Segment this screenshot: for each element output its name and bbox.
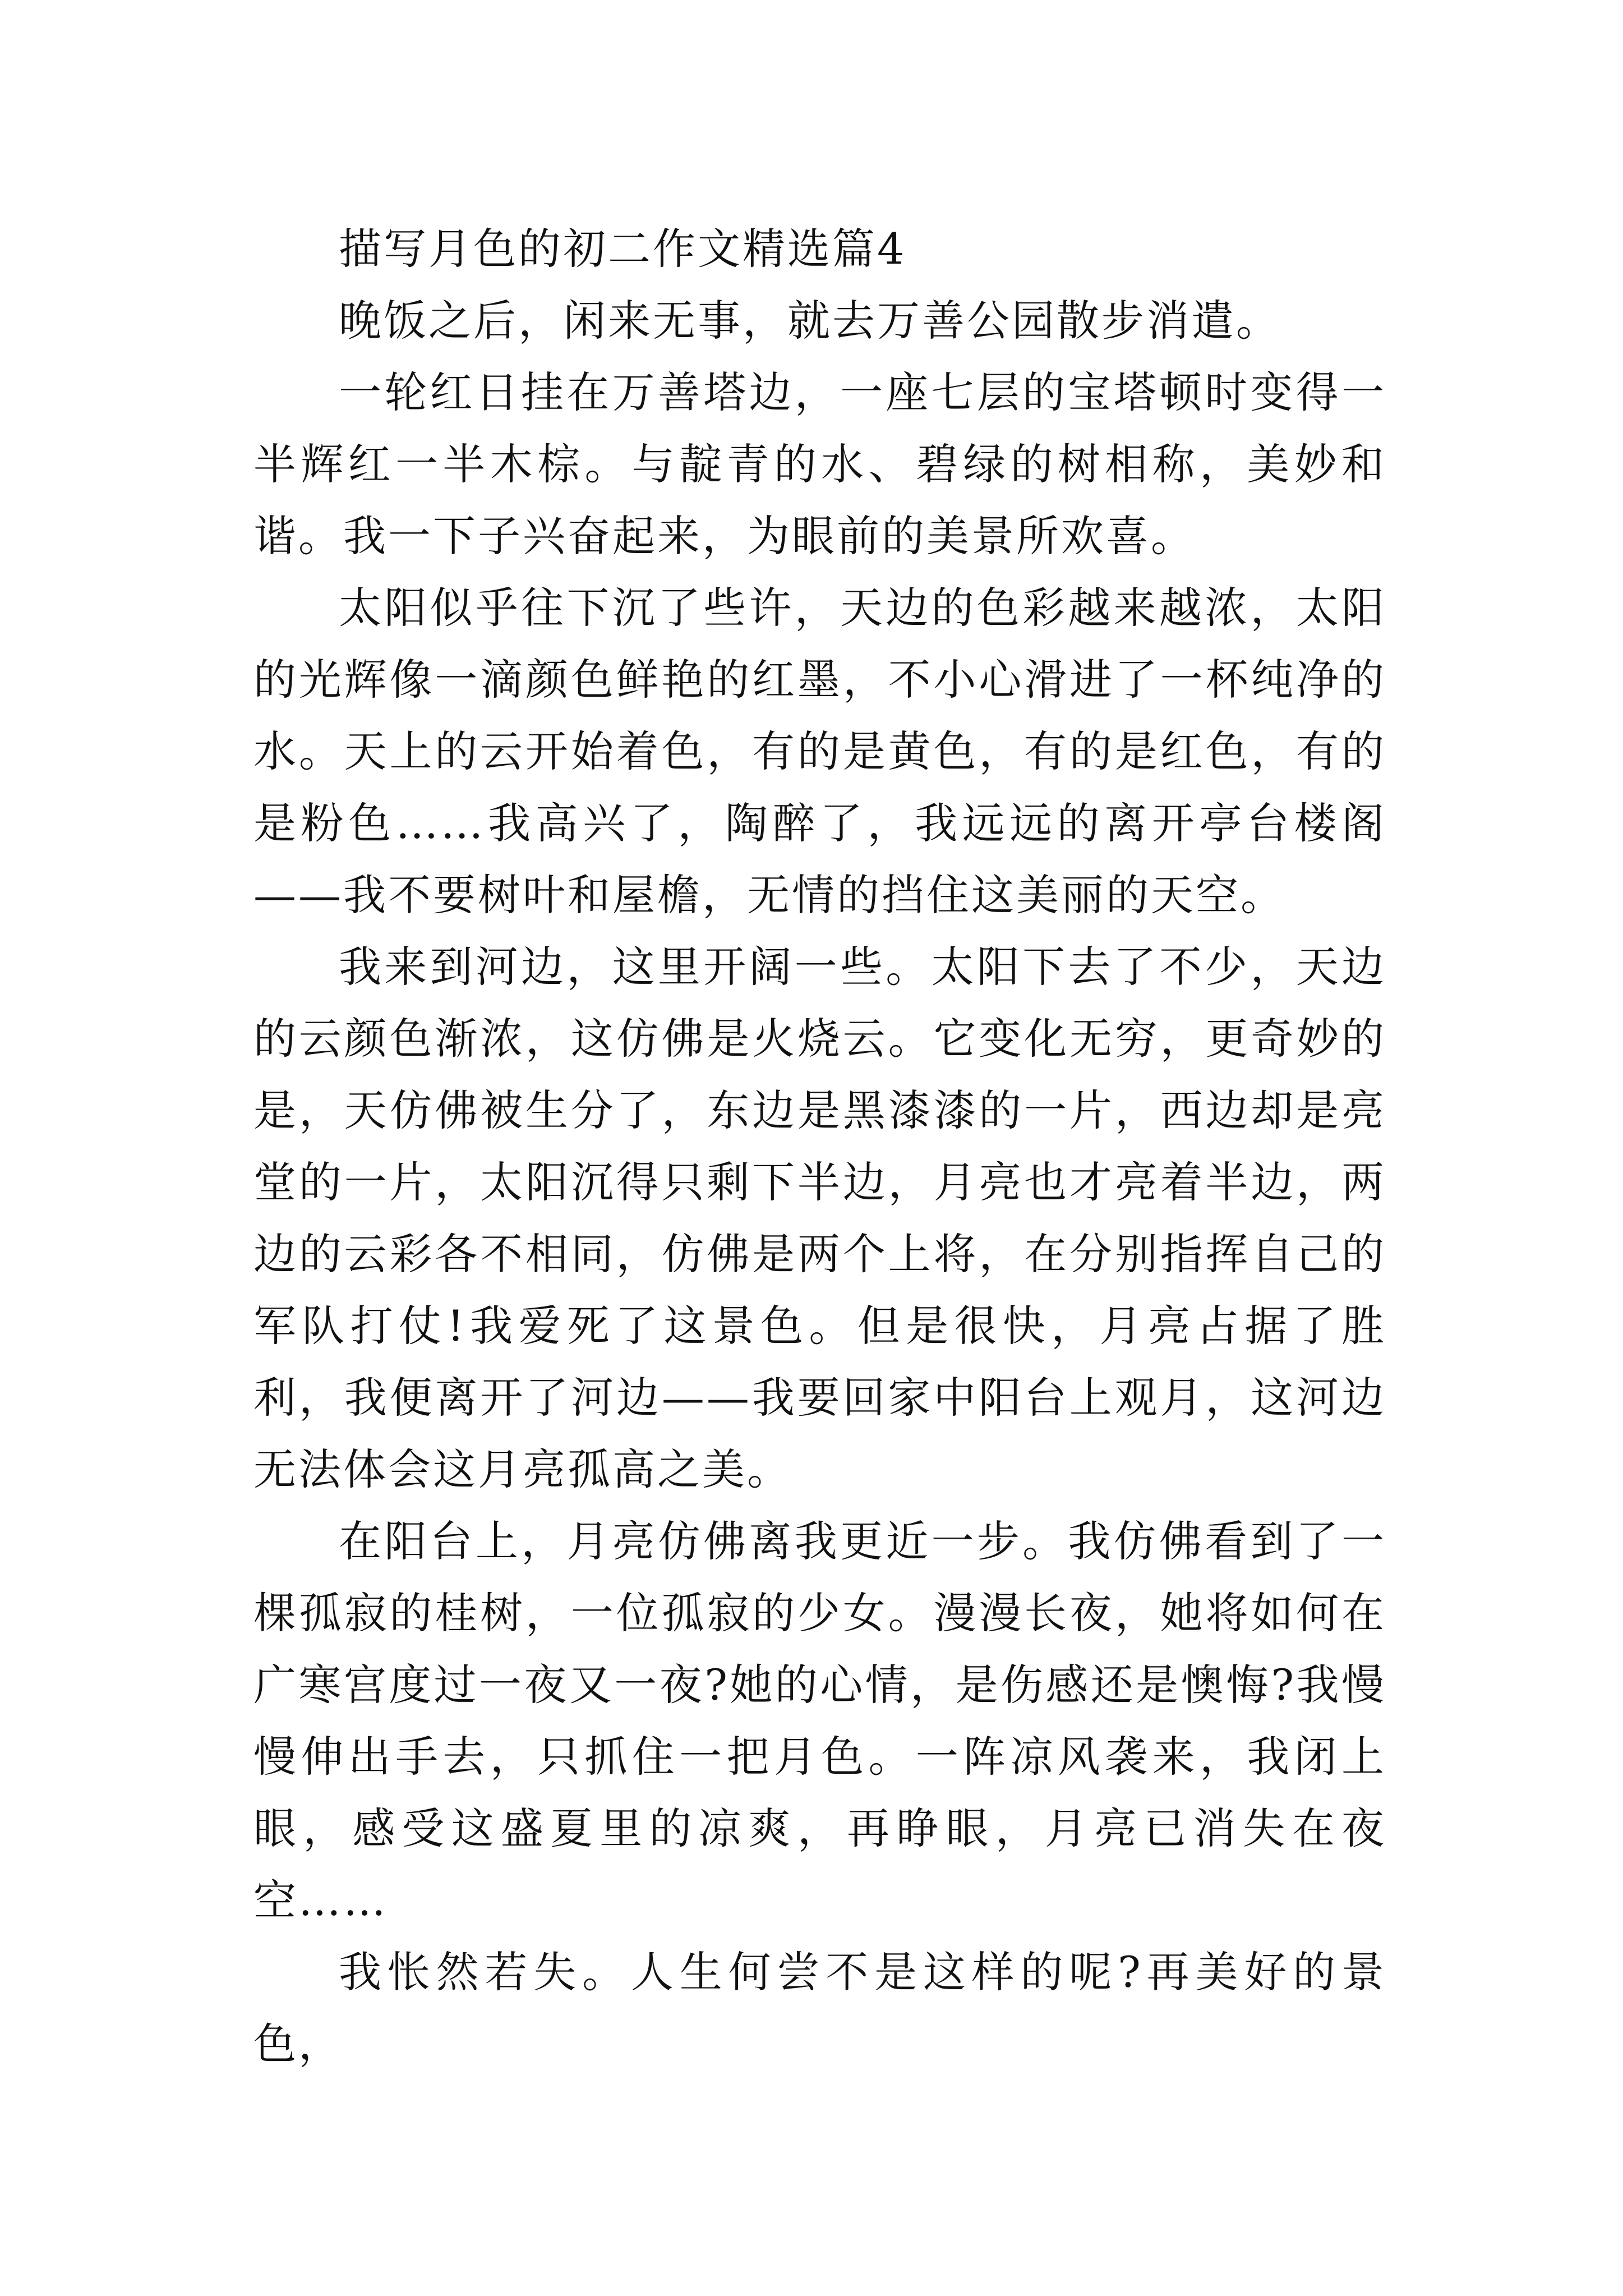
paragraph-1: 晚饭之后，闲来无事，就去万善公园散步消遣。	[339, 296, 1281, 346]
paragraph-5: 在阳台上，月亮仿佛离我更近一步。我仿佛看到了一棵孤寂的桂树，一位孤寂的少女。漫漫长夜，她将如何在广寒宫度过一夜又一夜?她的心情，是伤感还是懊悔?我慢慢伸出手去，只抓住一把月色。一阵凉风袭来，我闭上眼，感受这盛夏里的凉爽，再睁眼，月亮已消失在夜空……	[253, 1516, 1386, 1925]
article-body	[253, 213, 1386, 2080]
article-title: 描写月色的初二作文精选篇4	[339, 224, 907, 274]
paragraph-4: 我来到河边，这里开阔一些。太阳下去了不少，天边的云颜色渐浓，这仿佛是火烧云。它变化无穷，更奇妙的是，天仿佛被生分了，东边是黑漆漆的一片，西边却是亮堂的一片，太阳沉得只剩下半边，月亮也才亮着半边，两边的云彩各不相同，仿佛是两个上将，在分别指挥自己的军队打仗!我爱死了这景色。但是很快，月亮占据了胜利，我便离开了河边——我要回家中阳台上观月，这河边无法体会这月亮孤高之美。	[253, 942, 1386, 1494]
paragraph-6: 我怅然若失。人生何尝不是这样的呢?再美好的景色，	[253, 1947, 1386, 2069]
paragraph-3: 太阳似乎往下沉了些许，天边的色彩越来越浓，太阳的光辉像一滴颜色鲜艳的红墨，不小心滑进了一杯纯净的水。天上的云开始着色，有的是黄色，有的是红色，有的是粉色……我高兴了，陶醉了，我远远的离开亭台楼阁——我不要树叶和屋檐，无情的挡住这美丽的天空。	[253, 583, 1386, 920]
paragraph-2: 一轮红日挂在万善塔边，一座七层的宝塔顿时变得一半辉红一半木棕。与靛青的水、碧绿的树相称，美妙和谐。我一下子兴奋起来，为眼前的美景所欢喜。	[253, 367, 1386, 561]
